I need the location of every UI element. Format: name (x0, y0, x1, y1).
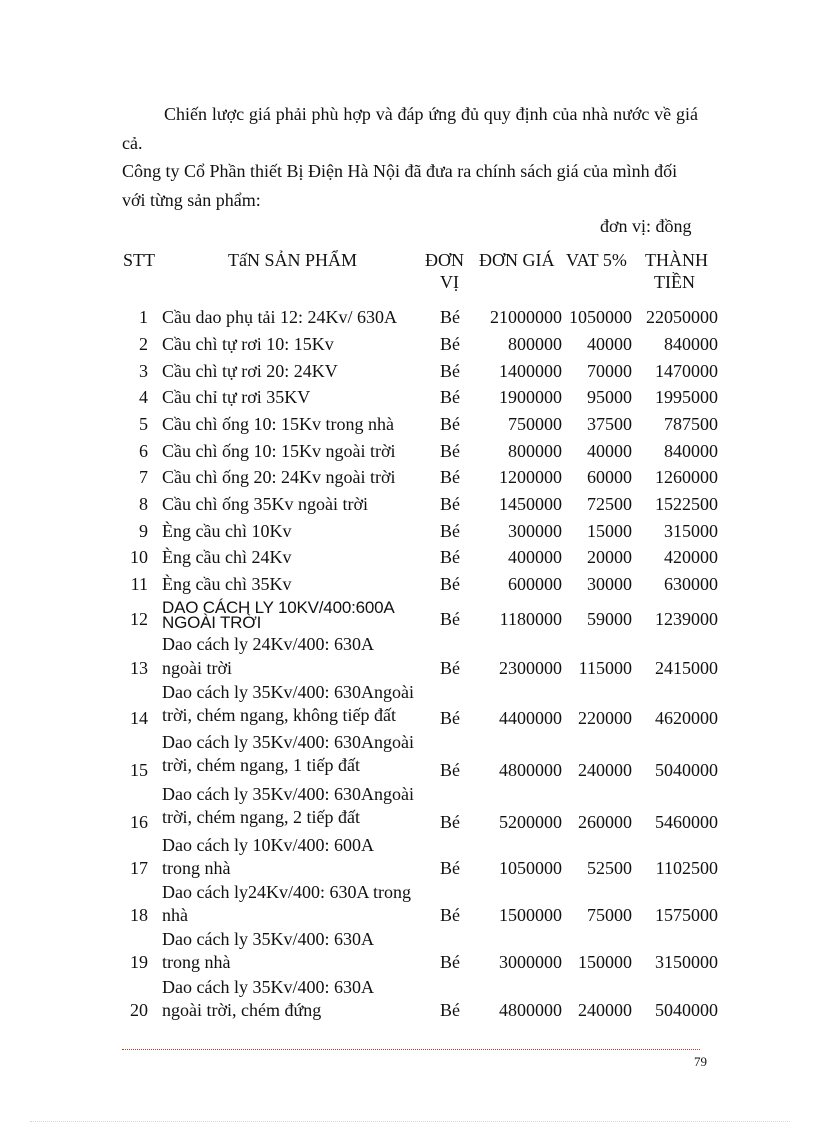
row-product-name: Dao cách ly 35Kv/400: 630Angoài (162, 732, 414, 752)
row-total: 1575000 (655, 905, 718, 925)
row-total: 1995000 (655, 387, 718, 407)
row-vat: 37500 (587, 414, 632, 434)
row-unit: Bé (440, 952, 460, 972)
row-product-name-line2: trong nhà (162, 952, 231, 972)
row-product-name-line2: trời, chém ngang, 2 tiếp đất (162, 807, 360, 827)
header-total-line2: TIỀN (654, 272, 695, 292)
row-unit: Bé (440, 387, 460, 407)
row-unit-price: 1400000 (499, 361, 562, 381)
row-product-name-line2: trời, chém ngang, không tiếp đất (162, 705, 396, 725)
row-unit: Bé (440, 609, 460, 629)
row-product-name: Dao cách ly 35Kv/400: 630A (162, 977, 374, 997)
row-product-name: Dao cách ly 35Kv/400: 630Angoài (162, 682, 414, 702)
row-stt: 8 (139, 494, 148, 514)
row-product-name-line2: nhà (162, 905, 188, 925)
row-stt: 17 (130, 858, 148, 878)
row-vat: 220000 (578, 708, 632, 728)
row-unit-price: 400000 (508, 547, 562, 567)
page-bottom-rule (30, 1121, 790, 1122)
row-unit: Bé (440, 760, 460, 780)
row-total: 5460000 (655, 812, 718, 832)
row-unit: Bé (440, 441, 460, 461)
row-unit-price: 2300000 (499, 658, 562, 678)
row-unit-price: 1180000 (499, 609, 562, 629)
row-unit-price: 3000000 (499, 952, 562, 972)
header-vat: VAT 5% (566, 250, 627, 270)
row-product-name: Cầu chì ống 20: 24Kv ngoài trời (162, 467, 396, 487)
row-unit-price: 4800000 (499, 1000, 562, 1020)
row-stt: 2 (139, 334, 148, 354)
row-unit: Bé (440, 334, 460, 354)
row-product-name: Èng cầu chì 24Kv (162, 547, 292, 567)
row-stt: 10 (130, 547, 148, 567)
row-unit-price: 800000 (508, 334, 562, 354)
row-vat: 40000 (587, 441, 632, 461)
row-total: 630000 (664, 574, 718, 594)
row-unit: Bé (440, 361, 460, 381)
row-stt: 19 (130, 952, 148, 972)
row-vat: 20000 (587, 547, 632, 567)
row-unit-price: 4400000 (499, 708, 562, 728)
row-unit: Bé (440, 521, 460, 541)
row-stt: 5 (139, 414, 148, 434)
row-unit: Bé (440, 1000, 460, 1020)
row-product-name: Dao cách ly 24Kv/400: 630A (162, 634, 374, 654)
row-total: 1522500 (655, 494, 718, 514)
row-unit-price: 21000000 (490, 307, 562, 327)
row-unit-price: 5200000 (499, 812, 562, 832)
header-total: THÀNH (645, 250, 708, 270)
row-stt: 20 (130, 1000, 148, 1020)
intro-paragraph-1: Chiến lược giá phải phù hợp và đáp ứng đủ quy định của nhà nước về giá cả. (122, 104, 698, 153)
row-total: 3150000 (655, 952, 718, 972)
row-product-name: Cầu chì tự rơi 10: 15Kv (162, 334, 334, 354)
row-vat: 70000 (587, 361, 632, 381)
row-unit: Bé (440, 414, 460, 434)
row-stt: 7 (139, 467, 148, 487)
row-vat: 72500 (587, 494, 632, 514)
row-vat: 95000 (587, 387, 632, 407)
header-unit: ĐƠN (425, 250, 464, 270)
row-unit-price: 1500000 (499, 905, 562, 925)
row-stt: 4 (139, 387, 148, 407)
row-total: 1239000 (655, 609, 718, 629)
row-unit-price: 600000 (508, 574, 562, 594)
intro-paragraph-2: Công ty Cổ Phần thiết Bị Điện Hà Nội đã đưa ra chính sách giá của mình đối với từng sản phẩm: (122, 161, 678, 210)
unit-label: đơn vị: đồng (600, 216, 692, 236)
row-unit-price: 750000 (508, 414, 562, 434)
row-product-name: Èng cầu chì 10Kv (162, 521, 292, 541)
row-total: 1102500 (655, 858, 718, 878)
row-unit: Bé (440, 574, 460, 594)
row-product-name: Dao cách ly 35Kv/400: 630A (162, 929, 374, 949)
row-product-name: Cầu chỉ tự rơi 35KV (162, 387, 311, 407)
row-total: 787500 (664, 414, 718, 434)
row-vat: 30000 (587, 574, 632, 594)
footer-rule (122, 1049, 700, 1050)
row-product-name-line2: NGOÀI TRỜI (162, 613, 262, 632)
row-stt: 11 (130, 574, 148, 594)
row-stt: 13 (130, 658, 148, 678)
row-vat: 240000 (578, 1000, 632, 1020)
row-total: 5040000 (655, 760, 718, 780)
row-product-name: Cầu chì ống 10: 15Kv trong nhà (162, 414, 394, 434)
row-vat: 40000 (587, 334, 632, 354)
row-product-name: Cầu dao phụ tải 12: 24Kv/ 630A (162, 307, 397, 327)
row-total: 840000 (664, 441, 718, 461)
row-unit: Bé (440, 858, 460, 878)
row-vat: 260000 (578, 812, 632, 832)
row-product-name: Èng cầu chì 35Kv (162, 574, 292, 594)
row-vat: 240000 (578, 760, 632, 780)
row-product-name: Dao cách ly 10Kv/400: 600A (162, 835, 374, 855)
row-total: 840000 (664, 334, 718, 354)
row-product-name-line2: trời, chém ngang, 1 tiếp đất (162, 755, 360, 775)
row-total: 4620000 (655, 708, 718, 728)
row-product-name: Dao cách ly 35Kv/400: 630Angoài (162, 784, 414, 804)
row-stt: 18 (130, 905, 148, 925)
row-unit: Bé (440, 547, 460, 567)
row-vat: 1050000 (569, 307, 632, 327)
row-product-name: Cầu chì tự rơi 20: 24KV (162, 361, 338, 381)
row-vat: 59000 (587, 609, 632, 629)
row-stt: 9 (139, 521, 148, 541)
row-unit-price: 300000 (508, 521, 562, 541)
row-product-name: DAO CÁCH LY 10KV/400:600A (162, 598, 395, 617)
row-total: 1260000 (655, 467, 718, 487)
row-product-name: Cầu chì ống 10: 15Kv ngoài trời (162, 441, 396, 461)
row-unit-price: 1450000 (499, 494, 562, 514)
row-product-name-line2: trong nhà (162, 858, 231, 878)
row-vat: 15000 (587, 521, 632, 541)
page-number: 79 (694, 1054, 707, 1069)
row-stt: 15 (130, 760, 148, 780)
row-unit-price: 1900000 (499, 387, 562, 407)
row-unit: Bé (440, 708, 460, 728)
row-vat: 60000 (587, 467, 632, 487)
row-stt: 6 (139, 441, 148, 461)
row-product-name: Dao cách ly24Kv/400: 630A trong (162, 882, 411, 902)
header-product-name: TấN SẢN PHẨM (228, 250, 358, 270)
row-unit-price: 800000 (508, 441, 562, 461)
row-product-name-line2: ngoài trời (162, 658, 233, 678)
row-unit: Bé (440, 812, 460, 832)
row-unit: Bé (440, 467, 460, 487)
row-product-name: Cầu chì ống 35Kv ngoài trời (162, 494, 368, 514)
row-vat: 115000 (578, 658, 632, 678)
row-unit-price: 1050000 (499, 858, 562, 878)
row-vat: 75000 (587, 905, 632, 925)
row-unit: Bé (440, 494, 460, 514)
row-stt: 3 (139, 361, 148, 381)
row-vat: 150000 (578, 952, 632, 972)
row-unit-price: 4800000 (499, 760, 562, 780)
row-unit: Bé (440, 905, 460, 925)
header-unit-line2: VỊ (440, 272, 459, 292)
row-vat: 52500 (587, 858, 632, 878)
row-total: 5040000 (655, 1000, 718, 1020)
row-stt: 1 (139, 307, 148, 327)
header-unit-price: ĐƠN GIÁ (479, 250, 555, 270)
row-total: 1470000 (655, 361, 718, 381)
row-total: 22050000 (646, 307, 718, 327)
row-unit: Bé (440, 307, 460, 327)
row-total: 2415000 (655, 658, 718, 678)
row-unit: Bé (440, 658, 460, 678)
row-unit-price: 1200000 (499, 467, 562, 487)
row-total: 420000 (664, 547, 718, 567)
row-product-name-line2: ngoài trời, chém đứng (162, 1000, 322, 1020)
row-total: 315000 (664, 521, 718, 541)
row-stt: 12 (130, 609, 148, 629)
header-stt: STT (123, 250, 156, 270)
row-stt: 16 (130, 812, 148, 832)
row-stt: 14 (130, 708, 148, 728)
